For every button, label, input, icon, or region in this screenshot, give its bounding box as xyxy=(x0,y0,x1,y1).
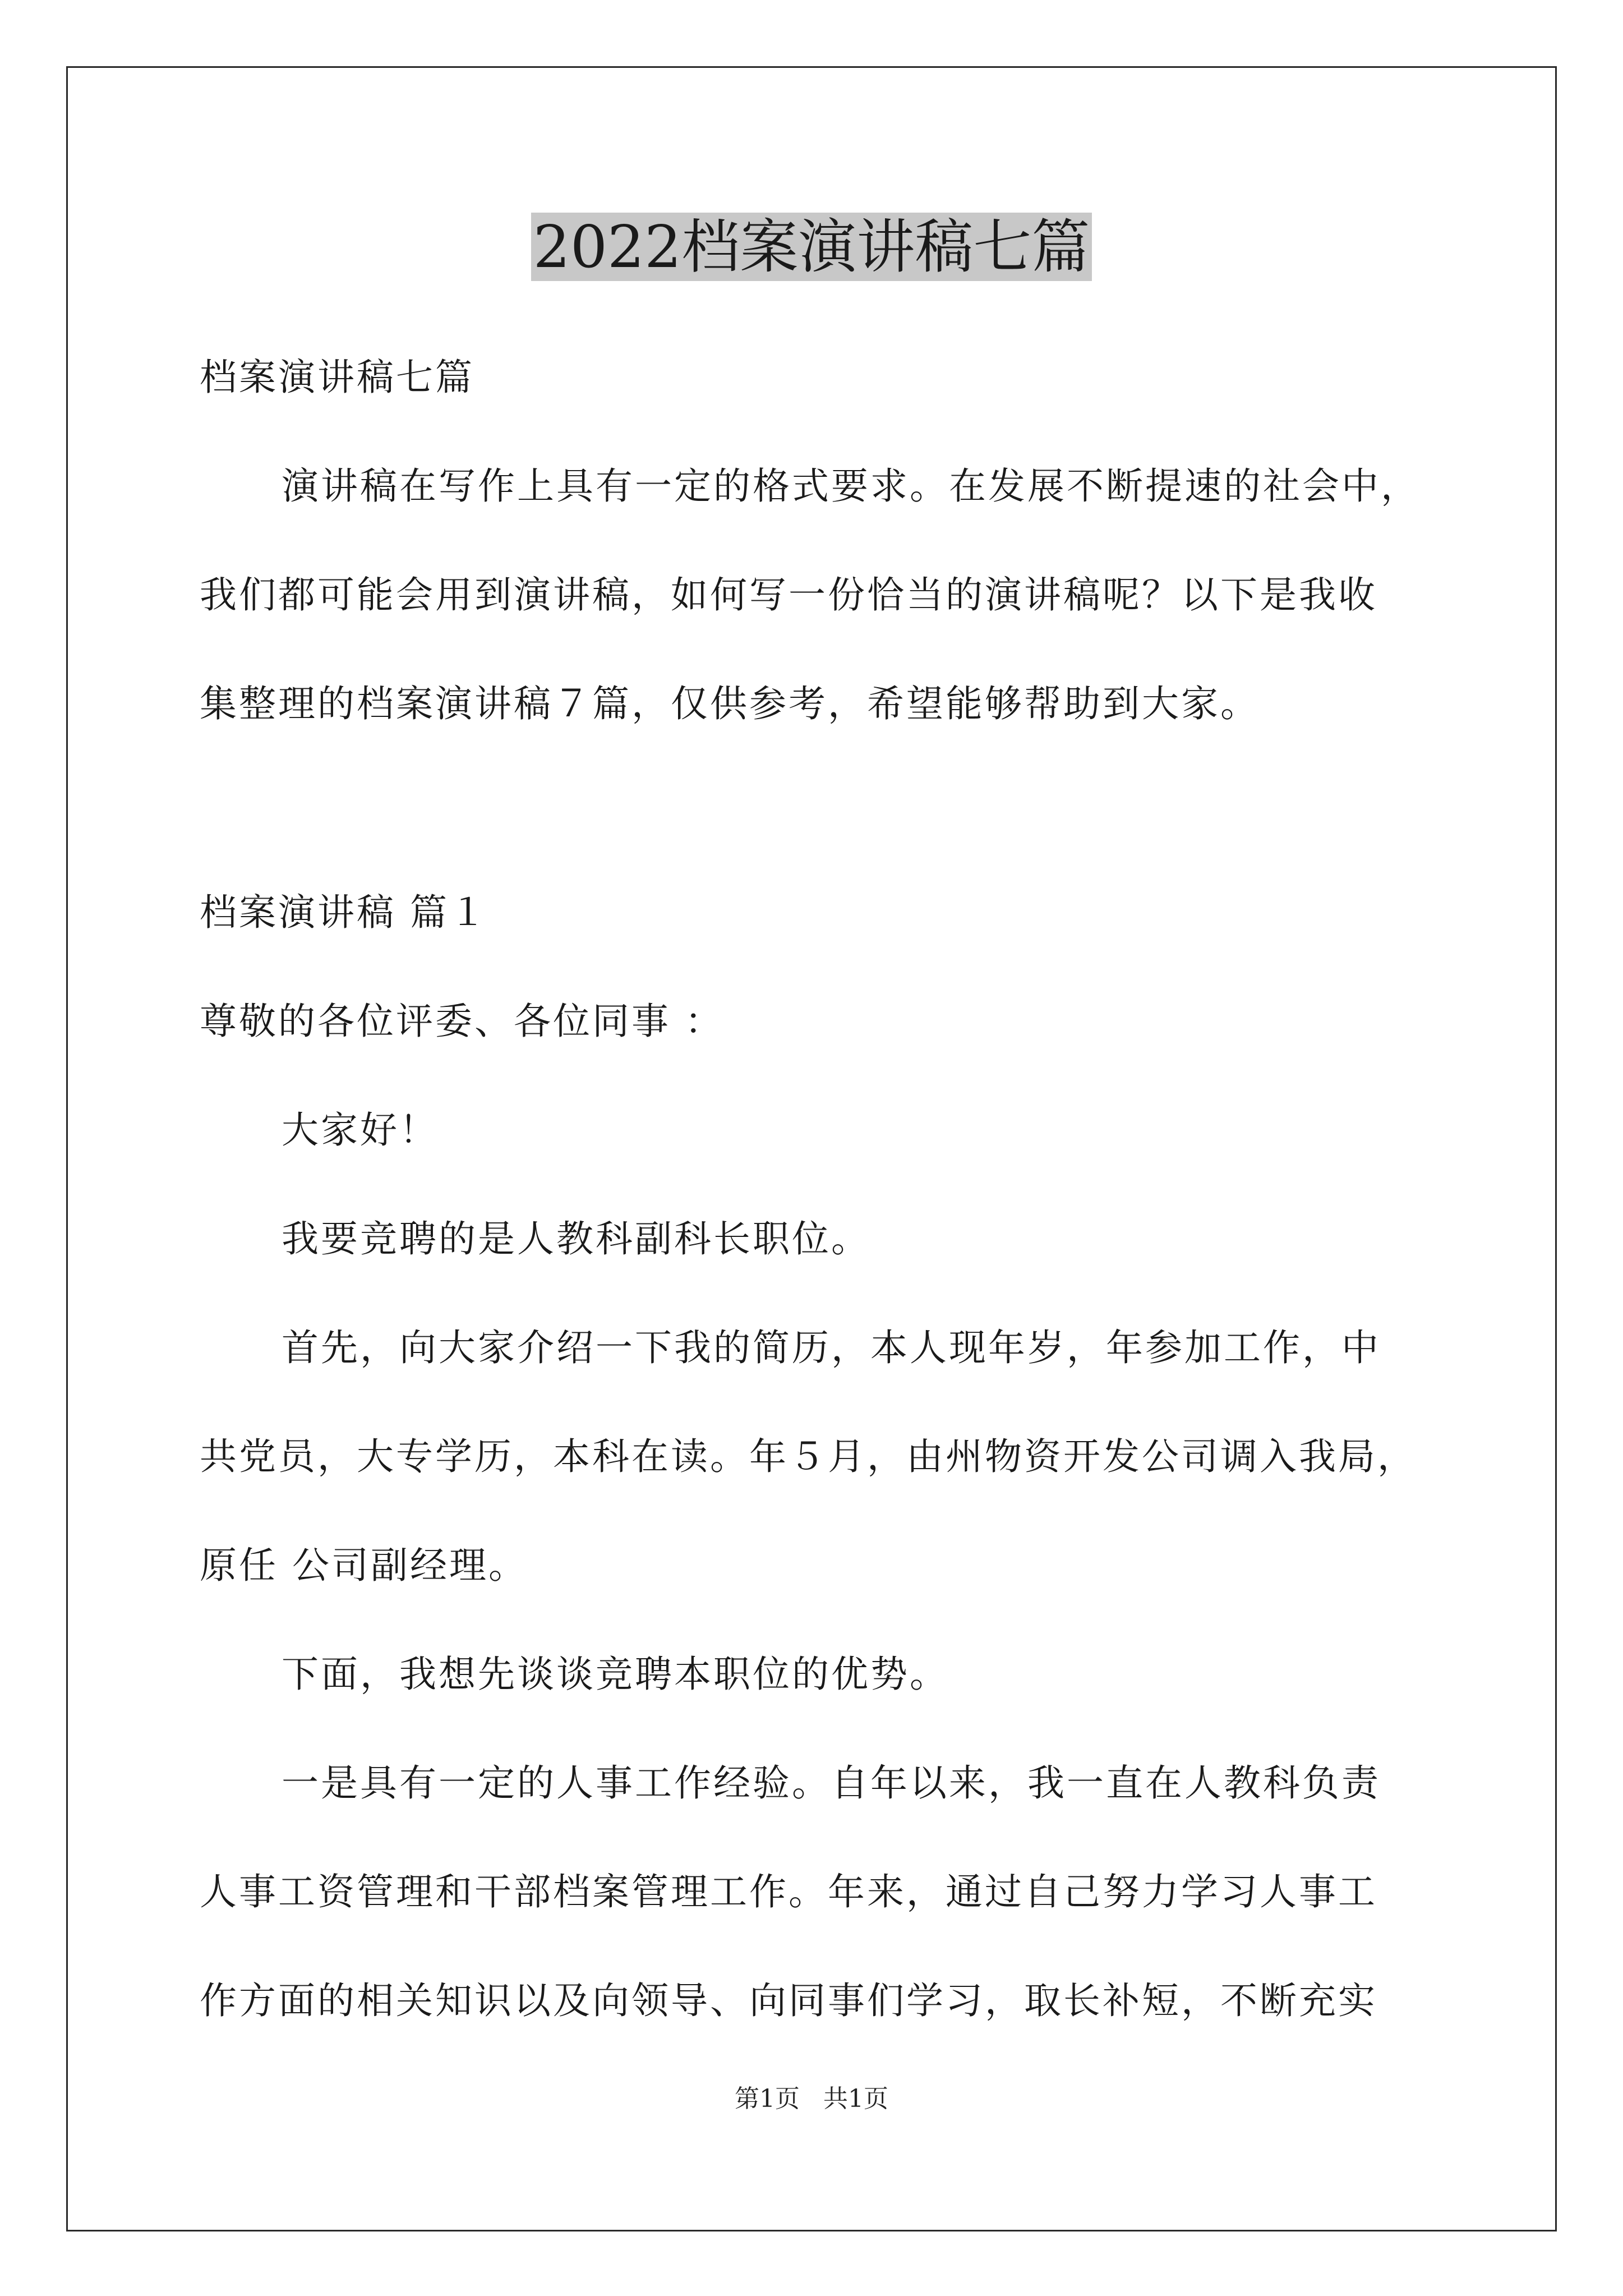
paragraph-line: 我们都可能会用到演讲稿，如何写一份恰当的演讲稿呢？以下是我收 xyxy=(200,573,1377,616)
paragraph-line: 人事工资管理和干部档案管理工作。年来，通过自己努力学习人事工 xyxy=(200,1870,1377,1913)
document-title-text: 2022档案演讲稿七篇 xyxy=(531,213,1092,281)
salutation-line: 尊敬的各位评委、各位同事 ： xyxy=(200,1000,724,1043)
section-heading: 档案演讲稿 篇１ xyxy=(200,891,488,934)
document-title xyxy=(0,208,1623,286)
paragraph-line: 原任 公司副经理。 xyxy=(200,1544,528,1587)
subtitle-line: 档案演讲稿七篇 xyxy=(200,356,474,399)
page-number-footer: 第1页 共1页 xyxy=(735,2085,888,2113)
paragraph-line: 首先，向大家介绍一下我的简历，本人现年岁，年参加工作，中 xyxy=(282,1326,1381,1369)
greeting-line: 大家好！ xyxy=(282,1108,439,1152)
paragraph-line: 一是具有一定的人事工作经验。自年以来，我一直在人教科负责 xyxy=(282,1761,1381,1805)
paragraph-line: 下面，我想先谈谈竞聘本职位的优势。 xyxy=(282,1653,949,1696)
paragraph-line: 共党员，大专学历，本科在读。年５月，由州物资开发公司调入我局， xyxy=(200,1435,1417,1478)
paragraph-line: 作方面的相关知识以及向领导、向同事们学习，取长补短，不断充实 xyxy=(200,1979,1377,2022)
paragraph-line: 集整理的档案演讲稿７篇，仅供参考，希望能够帮助到大家。 xyxy=(200,682,1260,725)
paragraph-line: 我要竞聘的是人教科副科长职位。 xyxy=(282,1217,870,1260)
paragraph-line: 演讲稿在写作上具有一定的格式要求。在发展不断提速的社会中， xyxy=(282,464,1420,508)
